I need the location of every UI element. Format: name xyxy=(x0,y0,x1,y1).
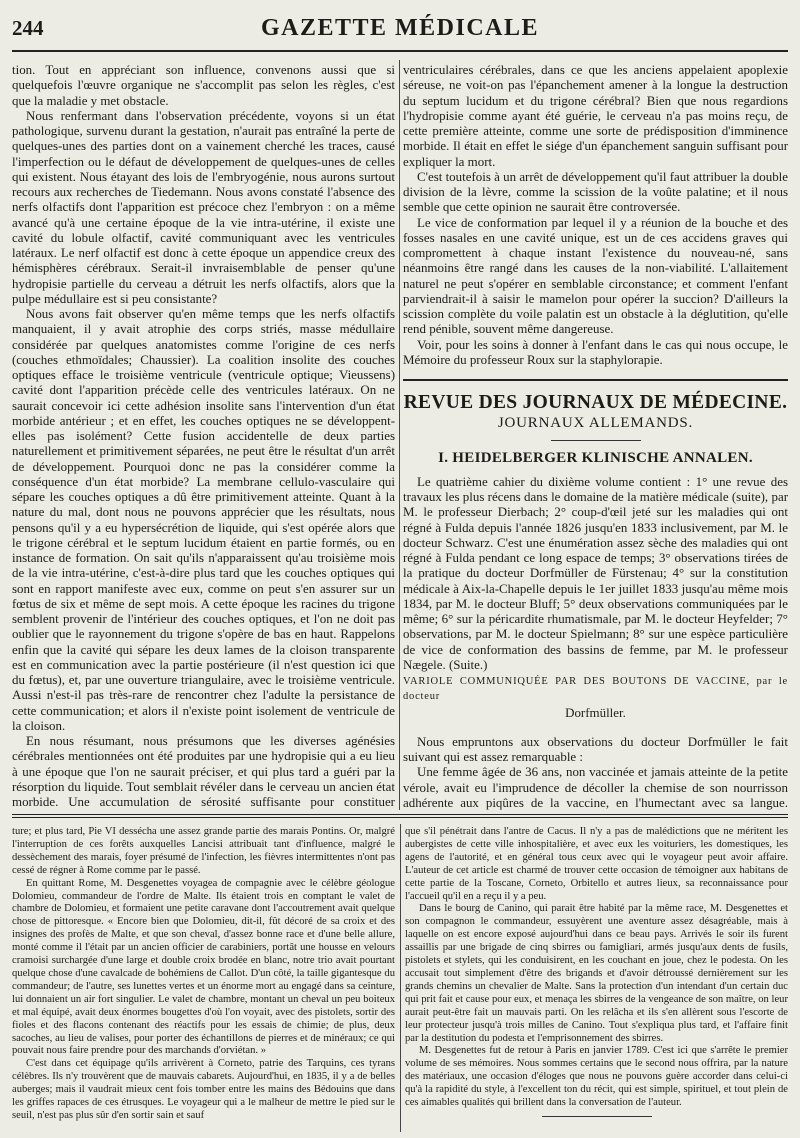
section-title: REVUE DES JOURNAUX DE MÉDECINE. xyxy=(403,392,788,413)
feuilleton-left-column xyxy=(12,826,395,1130)
right-paragraph: C'est toutefois à un arrêt de développement qu'il faut attribuer la double division de la lèvre, comme la scission de la voûte palatine; et il nous semble que cette opinion ne saurait être controversée. xyxy=(403,168,788,215)
header-rule xyxy=(12,50,788,52)
right-paragraph: Voir, pour les soins à donner à l'enfant dans le cas qui nous occupe, le Mémoire du professeur Roux sur la staphylorapie. xyxy=(403,336,788,367)
feuilleton-rule xyxy=(12,814,788,815)
article-paragraph: Une femme âgée de 36 ans, non vaccinée et jamais atteinte de la petite vérole, avait eu l'imprudence de décoller la chemise de son nourrisson adhérente aux piqûres de la vaccine, en l'humectant avec sa langue. xyxy=(403,764,788,810)
left-paragraph: Nous renfermant dans l'observation précédente, voyons si un état pathologique, survenu durant la gestation, n'aurait pas entraîné la perte de quelques-unes des parties dont on a vainement cherché les traces, causé l'imperfection ou le défaut de développement de quelques-unes de celles qui existent. Nous étayant des lois de l'embryogénie, nous aurons surtout recours aux recherches de Tiedemann. Nous avons constaté l'absence des nerfs olfactifs dont l'apparition est précoce chez l'embryon : on a même avancé qu'à une certaine époque de la vie intra-utérine, il existe une cavité du lobule olfactif, cavité communiquant avec les ventricules latéraux. Le nerf olfactif est donc à cette époque un appendice creux des hémisphères cérébraux. Serait-il invraisemblable de penser qu'une hydropisie partielle du cerveau a détruit les nerfs olfactifs, alors que la pulpe médullaire est si peu consistante? xyxy=(12,107,395,306)
left-paragraph: En nous résumant, nous présumons que les diverses agénésies cérébrales mentionnées ont été produites par une hydropisie qui a eu lieu à une époque que l'on ne saurait préciser, et qui plus tard a guéri par la résorption du liquide. Tout semblait révéler dans le cerveau un ancien état morbide. Une accumulation de sérosité suffisante pour constituer xyxy=(12,733,395,809)
feuilleton-rule xyxy=(12,817,788,818)
feuilleton-paragraph: C'est dans cet équipage qu'ils arrivèrent à Corneto, patrie des Tarquins, ces tyrans célèbres. Ils n'y trouvèrent que de mauvais cabarets. Aujourd'hui, en 1835, il y a de belles auberges; mais il vaudrait mieux cent fois tomber entre les mains des Bédouins que dans les griffes rapaces de ces étrusques. Le voyageur qui a le malheur de mettre le pied sur le seuil, n'est pas plus sûr d'en sortir sain et sauf xyxy=(12,1058,395,1121)
journal-heading: I. HEIDELBERGER KLINISCHE ANNALEN. xyxy=(438,449,753,466)
article-paragraph: Nous empruntons aux observations du docteur Dorfmüller le fait suivant qui est assez remarquable : xyxy=(403,733,788,764)
section-subtitle: JOURNAUX ALLEMANDS. xyxy=(497,415,694,432)
journal-summary: Le quatrième cahier du dixième volume contient : 1° une revue des travaux les plus récens dans le domaine de la matière médicale (suite), par M. le professeur Dierbach; 2° coup-d'œil jeté sur les maladies qui ont régné à Fulda depuis l'année 1826 jusqu'en 1833 inclusivement, par M. le docteur Schwarz. C'est une énumération assez sèche des maladies qui ont régné à Fulda pendant ce long espace de temps; 3° observations tirées de la pratique du docteur Dorfmüller de Fürstenau; 4° sur la constitution médicale à Aix-la-Chapelle depuis le 1er juillet 1833 jusqu'au même mois 1834, par M. le docteur Bluff; 5° deux observations communiquées par le même; 6° sur la péricardite rhumatismale, par M. le docteur Heyfelder; 7° observations, par M. le docteur Spielmann; 8° sur une espèce particulière de vice de conformation des bassins de femme, par M. le professeur Nægele. (Suite.) xyxy=(403,473,788,672)
left-paragraph: Nous avons fait observer qu'en même temps que les nerfs olfactifs manquaient, il y avait atrophie des corps striés, masse médullaire considérée par quelques anatomistes comme l'origine de ces nerfs (couches ethmoïdales; Chaussier). La coalition insolite des couches optiques efface le troisième ventricule (ventricule optique; Vieussens) cavité dont l'apparition précède celle des ventricules latéraux. On ne saurait concevoir ici cette adhésion insolite sans l'intervention d'un état morbide antérieur ; et en effet, les couches optiques ne se développent-elles pas isolément? Cette fusion accidentelle de deux parties naturellement et primitivement séparées, ne peut être le résultat d'un arrêt de développement. Pourquoi donc ne pas la considérer comme la conséquence d'un état morbide? La membrane cellulo-vasculaire qui sépare les couches optiques a dû être primitivement atteinte. Quant à la nature du mal, dont nous ne pouvons apprécier que les résultats, nous pensons qu'il y a eu hypersécrétion de liquide, qui s'est opérée alors que le trigone cérébral et le septum lucidum étaient en partie formés, ou en instance de formation. On sait qu'ils n'apparaissent qu'au troisième mois de la vie intra-utérine, c'est-à-dire plus tard que les couches optiques qui sont en rapport manifeste avec eux, comme on peut s'en assurer sur un fœtus de six et même de sept mois. A cette époque les racines du trigone semblent provenir de l'intérieur des couches optiques, et l'on ne doit pas oublier que le rayonnement du trigone s'opère de bas en haut. Rappelons enfin que la cavité qui sépare les deux lames de la cloison transparente est en communication avec la partie postérieure (il n'est question ici que du fœtus), et, par une ouverture triangulaire, avec le troisième ventricule. Aussi n'est-il pas très-rare de rencontrer chez l'adulte la persistance de cette communication; et alors il n'existe point isolement de ventricule de la cloison. xyxy=(12,306,395,733)
section-rule xyxy=(403,379,788,381)
feuilleton-paragraph: ture; et plus tard, Pie VI dessécha une assez grande partie des marais Pontins. Or, malgré l'interruption de ces forêts auxquelles Lancisi attribuait tant d'influence, malgré le dessèchement des marais, foyer présumé de l'infection, les fièvres intermittentes n'ont pas cessé de régner à Rome comme par le passé. xyxy=(12,826,395,876)
feuilleton-right-column xyxy=(405,826,788,1130)
feuilleton-paragraph: En quittant Rome, M. Desgenettes voyagea de compagnie avec le célèbre géologue Dolomieu, commandeur de l'ordre de Malte. Ils étaient trois en comptant le valet de chambre de Dolomieu, et formaient une petite caravane dont l'accoutrement avait quelque chose de pittoresque. « Encore bien que Dolomieu, dit-il, fût décoré de sa croix et des insignes des profès de Malte, et que son cheval, d'assez bonne race et d'une belle allure, monté comme il l'était par un ancien officier de carabiniers, portât une housse en velours cramoisi surchargée d'une large et double croix brodée en blanc, notre trio avait pourtant quelque chose d'une cavalcade de bohémiens de Callot. D'un côté, la taille gigantesque du commandeur; de l'autre, ses lunettes vertes et un énorme mort au engagé dans sa ceinture, lui donnaient un air fort singulier. Le valet de chambre, montant un cheval un peu boiteux et mal équipé, avait deux énormes bougettes d'où l'on voyait, avec des pistolets, sortir des fioles et des flacons contenant des réactifs pour les essais de chimie; de plus, deux sacoches, au lieu de valises, pour porter des échantillons de pierres et de minéraux; ce qui pouvait nous faire prendre pour des marchands d'orviétan. » xyxy=(12,877,395,1057)
feuilleton-paragraph: M. Desgenettes fut de retour à Paris en janvier 1789. C'est ici que s'arrête le premier volume de ses mémoires. Nous sommes certains que le second nous offrira, par la nature des matériaux, une occasion d'éloges que nous ne pouvons guère accorder dans celui-ci qu'à la rapidité du style, à l'excellent ton du récit, qui est simple, spirituel, et tout plein de ces aimables qualités qui brillent dans la conversation de l'auteur. xyxy=(405,1045,788,1109)
right-column xyxy=(403,62,788,810)
column-divider xyxy=(399,60,400,810)
left-column xyxy=(12,62,395,810)
feuilleton-divider xyxy=(400,824,401,1132)
journal-title: GAZETTE MÉDICALE xyxy=(260,15,540,41)
right-paragraph: ventriculaires cérébrales, dans ce que les anciens appelaient apoplexie séreuse, ne voit-on pas l'épanchement amener à la longue la destruction du septum lucidum et du trigone cérébral? Bien que nous regardions l'hydropisie comme ayant été guérie, le cerveau n'a pas moins reçu, de cette première atteinte, comme une sorte de prédisposition d'imminence morbide. Il était en effet le siége d'un épanchement sanguin suffisant pour expliquer la mort. xyxy=(403,62,788,169)
end-rule xyxy=(542,1116,652,1117)
page-number: 244 xyxy=(12,16,44,40)
short-rule xyxy=(551,440,641,441)
feuilleton-paragraph: Dans le bourg de Canino, qui parait être habité par la même race, M. Desgenettes et son compagnon le commandeur, essuyèrent une aventure assez désagréable, mais à laquelle on est encore exposé aujourd'hui dans ce beau pays. Arrivés le soir ils furent assaillis par une brigade de cinq sbirres ou famigliari, armés jusqu'aux dents de fusils, pistolets et stylets, qui les conduisirent, en les couchant en joue, chez le podesta. On les accusait tout simplement d'être des brigands et d'avoir détroussé dernièrement sur les grands chemins un chevalier de Malte. Sans la protection d'un intendant d'un certain duc qui prit fait et cause pour eux, et menaça les sbirres de la vengeance de son maître, on leur aurait peut-être fait un mauvais parti. On les relâcha et ils s'en allèrent sous l'escorte de leur protecteur jusqu'à trois milles de Canino. Tout s'expliqua plus tard, et l'affaire finit par la destitution du podesta et l'emprisonnement des sbirres. xyxy=(405,903,788,1044)
article-title: VARIOLE COMMUNIQUÉE PAR DES BOUTONS DE VACCINE, par le docteur xyxy=(403,676,788,703)
article-author: Dorfmüller. xyxy=(565,704,626,720)
right-paragraph: Le vice de conformation par lequel il y a réunion de la bouche et des fosses nasales en une cavité unique, est un de ces accidens graves qui compromettent à chaque instant l'existence du nouveau-né, sans néanmoins être rangé dans les causes de la non-viabilité. L'allaitement naturel ne peut s'opérer en semblable circonstance; et comment l'enfant parviendrait-il à saisir le mamelon pour opérer la succion? D'ailleurs la scission complète du voile palatin est un obstacle à la déglutition, qu'elle rend pénible, souvent même dangereuse. xyxy=(403,214,788,337)
page-header xyxy=(12,14,788,48)
left-paragraph: tion. Tout en appréciant son influence, convenons aussi que si quelquefois l'œuvre organique ne s'accomplit pas selon les règles, c'est que la maladie y met obstacle. xyxy=(12,62,395,108)
feuilleton-paragraph: que s'il pénétrait dans l'antre de Cacus. Il n'y a pas de malédictions que ne méritent les aubergistes de cette ville inhospitalière, et avec eux les voituriers, les domestiques, les agens de l'autorité, et en général tous ceux avec qui le voyageur peut avoir affaire. L'auteur de cet article est charmé de trouver cette occasion de témoigner aux habitans de cette partie de la Toscane, Corneto, Orbitello et autres lieux, sa reconnaissance pour l'accueil qu'il en a reçu il y a peu. xyxy=(405,826,788,902)
